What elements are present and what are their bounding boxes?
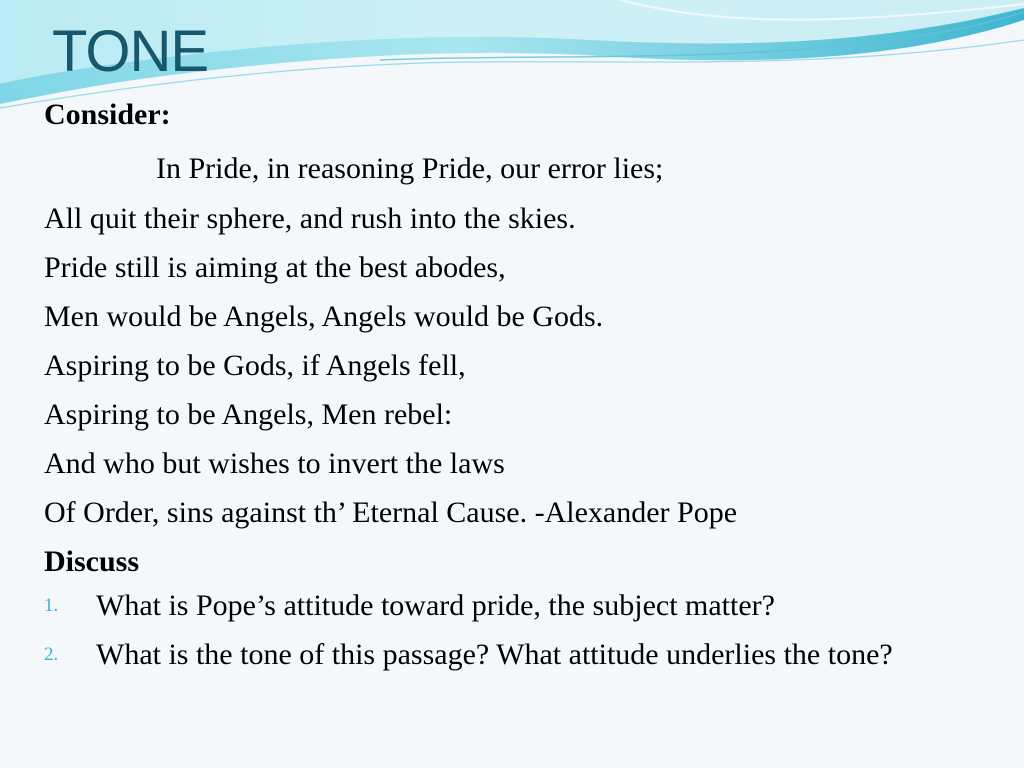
poem-line-attribution: Of Order, sins against th’ Eternal Cause. -Alexander Pope (44, 496, 738, 529)
question-number: 2. (44, 644, 59, 665)
poem-line: Aspiring to be Gods, if Angels fell, (44, 349, 466, 382)
poem-line: Aspiring to be Angels, Men rebel: (44, 398, 453, 431)
poem-line: Men would be Angels, Angels would be Gods. (44, 300, 604, 333)
question-list (44, 586, 1004, 675)
poem-line: Pride still is aiming at the best abodes, (44, 251, 506, 284)
poem-line: All quit their sphere, and rush into the skies. (44, 202, 576, 235)
question-number: 1. (44, 595, 59, 616)
question-text: What is Pope’s attitude toward pride, the subject matter? (96, 589, 775, 622)
poem-line: And who but wishes to invert the laws (44, 447, 505, 480)
question-item (44, 635, 1004, 675)
consider-label: Consider: (44, 98, 171, 131)
question-item (44, 586, 1004, 626)
question-text: What is the tone of this passage? What attitude underlies the tone? (96, 638, 893, 671)
slide-title: TONE (52, 19, 209, 84)
poem-line: In Pride, in reasoning Pride, our error lies; (156, 152, 664, 185)
slide-body (44, 90, 1004, 684)
discuss-label: Discuss (44, 545, 140, 578)
